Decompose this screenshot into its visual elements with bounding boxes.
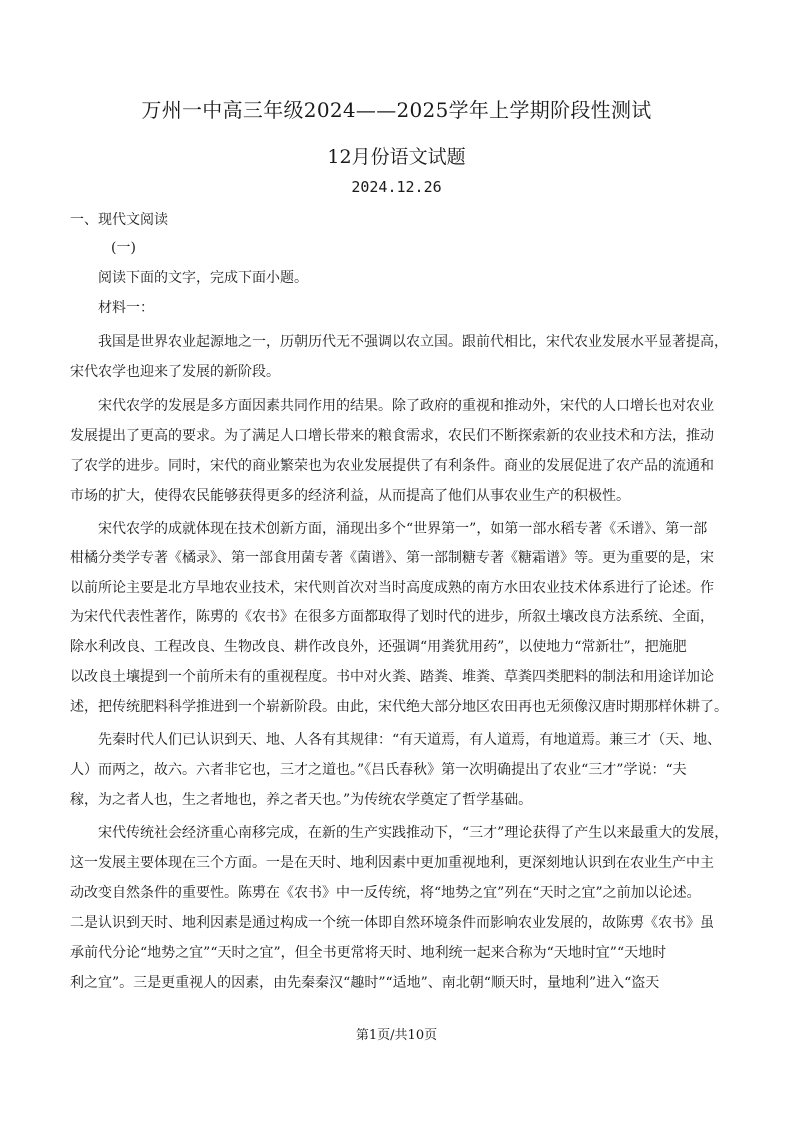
body-line: 了农学的进步。同时，宋代的商业繁荣也为农业发展提供了有利条件。商业的发展促进了农产品的流通和: [70, 458, 714, 474]
body-line: 我国是世界农业起源地之一，历朝历代无不强调以农立国。跟前代相比，宋代农业发展水平显著提高，: [98, 334, 728, 350]
body-line: 述，把传统肥料科学推进到一个崭新阶段。由此，宋代绝大部分地区农田再也无须像汉唐时期那样休耕了。: [70, 699, 728, 715]
body-line: 以改良土壤提到一个前所未有的重视程度。书中对火粪、踏粪、堆粪、草粪四类肥料的制法和用途详加论: [70, 669, 714, 685]
body-line: 为宋代代表性著作，陈旉的《农书》在很多方面都取得了划时代的进步，所叙土壤改良方法系统、全面，: [70, 609, 714, 625]
body-line: 利之宜”。三是更重视人的因素，由先秦秦汉“趣时”“适地”、南北朝“顺天时，量地利”进入“盗天: [70, 975, 660, 991]
body-line: 发展提出了更高的要求。为了满足人口增长带来的粮食需求，农民们不断探索新的农业技术和方法，推动: [70, 428, 714, 444]
body-line: 市场的扩大，使得农民能够获得更多的经济利益，从而提高了他们从事农业生产的积极性。: [70, 488, 630, 504]
exam-date: 2024.12.26: [351, 178, 442, 196]
body-line: 以前所论主要是北方旱地农业技术，宋代则首次对当时高度成熟的南方水田农业技术体系进行了论述。作: [70, 580, 714, 596]
body-line: 宋代农学也迎来了发展的新阶段。: [70, 364, 280, 380]
reading-instruction: 阅读下面的文字，完成下面小题。: [98, 270, 308, 286]
body-line: 承前代分论“地势之宜”“天时之宜”，但全书更常将天时、地利统一起来合称为“天地时宜”“天地时: [70, 945, 667, 961]
body-line: 宋代农学的发展是多方面因素共同作用的结果。除了政府的重视和推动外，宋代的人口增长也对农业: [98, 398, 714, 414]
body-line: 这一发展主要体现在三个方面。一是在天时、地利因素中更加重视地利，更深刻地认识到在农业生产中主: [70, 855, 714, 871]
body-line: 除水利改良、工程改良、生物改良、耕作改良外，还强调“用粪犹用药”，以使地力“常新壮”，把施肥: [70, 639, 687, 655]
body-line: 先秦时代人们已认识到天、地、人各有其规律：“有天道焉，有人道焉，有地道焉。兼三才（天、地、: [98, 732, 722, 748]
body-line: 稼，为之者人也，生之者地也，养之者天也。”为传统农学奠定了哲学基础。: [70, 792, 533, 808]
body-line: 人）而两之，故六。六者非它也，三才之道也。”《吕氏春秋》第一次明确提出了农业“三才”学说：“夫: [70, 762, 687, 778]
body-line: 柑橘分类学专著《橘录》、第一部食用菌专著《菌谱》、第一部制糖专著《糖霜谱》等。更为重要的是，宋: [70, 550, 714, 566]
material-label: 材料一：: [98, 300, 154, 316]
section-heading: 一、现代文阅读: [70, 212, 168, 228]
exam-title: 万州一中高三年级2024——2025学年上学期阶段性测试: [141, 98, 652, 122]
subsection-label: (一): [111, 240, 136, 256]
body-line: 动改变自然条件的重要性。陈旉在《农书》中一反传统，将“地势之宜”列在“天时之宜”之前加以论述。: [70, 885, 701, 901]
body-line: 二是认识到天时、地利因素是通过构成一个统一体即自然环境条件而影响农业发展的，故陈旉《农书》虽: [70, 915, 714, 931]
body-line: 宋代传统社会经济重心南移完成，在新的生产实践推动下，“三才”理论获得了产生以来最重大的发展，: [98, 825, 729, 841]
page-footer: 第1页/共10页: [355, 1028, 438, 1043]
body-line: 宋代农学的成就体现在技术创新方面，涌现出多个“世界第一”，如第一部水稻专著《禾谱》、第一部: [98, 521, 708, 537]
exam-subtitle: 12月份语文试题: [327, 146, 466, 168]
